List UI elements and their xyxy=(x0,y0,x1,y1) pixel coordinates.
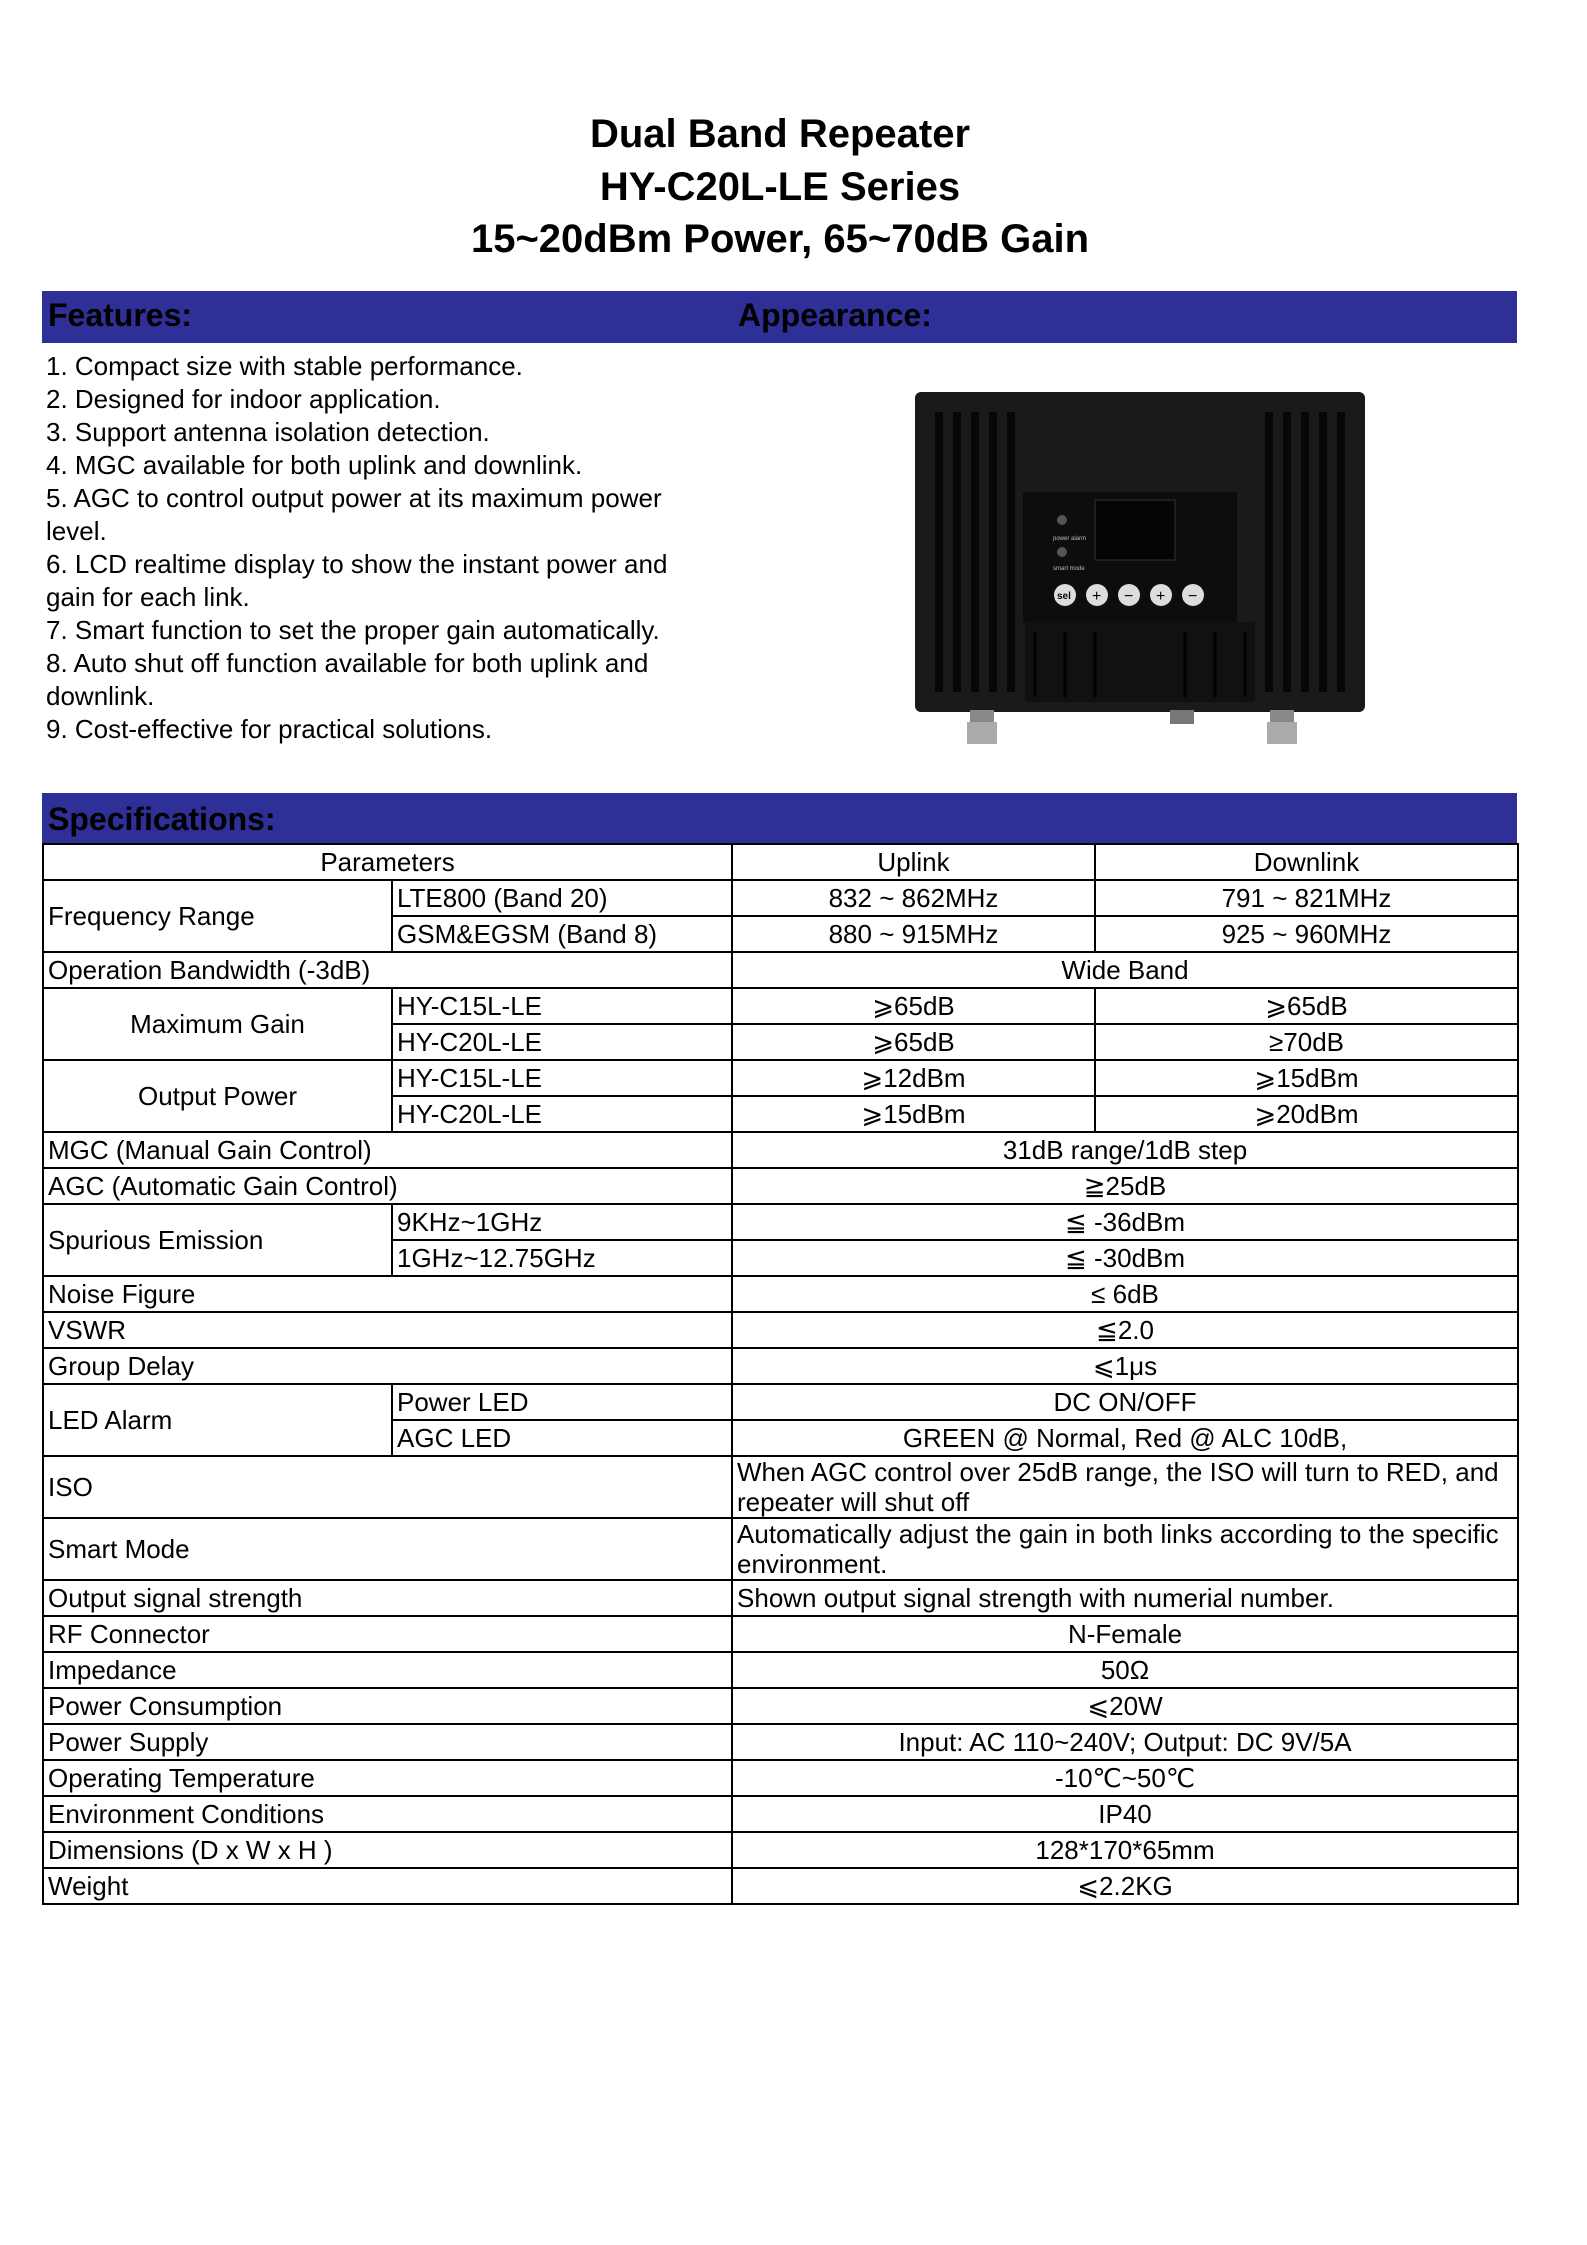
row-label: ISO xyxy=(43,1456,732,1518)
table-row xyxy=(43,1580,1518,1616)
specifications-table xyxy=(42,843,1519,1905)
row-label: Smart Mode xyxy=(43,1518,732,1580)
row-label: RF Connector xyxy=(43,1616,732,1652)
table-row xyxy=(43,988,1518,1024)
row-value: 128*170*65mm xyxy=(732,1832,1518,1868)
row-value: -10℃~50℃ xyxy=(732,1760,1518,1796)
sub-label: HY-C20L-LE xyxy=(392,1096,732,1132)
table-row xyxy=(43,1724,1518,1760)
plus2-label: + xyxy=(1156,588,1166,605)
led1-label: power alarm xyxy=(1053,536,1087,542)
led2-label: smart mode xyxy=(1053,566,1085,572)
features-appearance-bar xyxy=(42,291,1517,343)
table-row xyxy=(43,1168,1518,1204)
row-label: Maximum Gain xyxy=(43,988,392,1060)
sub-label: AGC LED xyxy=(392,1420,732,1456)
minus1-label: − xyxy=(1124,588,1134,605)
downlink-value: ⩾15dBm xyxy=(1095,1060,1518,1096)
uplink-value: 832 ~ 862MHz xyxy=(732,880,1095,916)
plus1-label: + xyxy=(1092,588,1102,605)
table-row xyxy=(43,1276,1518,1312)
feature-item: 6. LCD realtime display to show the instant power and gain for each link. xyxy=(46,549,668,612)
downlink-value: 791 ~ 821MHz xyxy=(1095,880,1518,916)
row-value: Automatically adjust the gain in both links according to the specific environment. xyxy=(732,1518,1518,1580)
row-label: Output signal strength xyxy=(43,1580,732,1616)
appearance-heading: Appearance: xyxy=(738,297,932,333)
table-row xyxy=(43,1796,1518,1832)
header-downlink: Downlink xyxy=(1095,844,1518,880)
table-row xyxy=(43,1060,1518,1096)
row-label: Operation Bandwidth (-3dB) xyxy=(43,952,732,988)
title-line-1: Dual Band Repeater xyxy=(589,112,971,156)
uplink-value: ⩾15dBm xyxy=(732,1096,1095,1132)
table-row xyxy=(43,1760,1518,1796)
row-value: ⩽2.2KG xyxy=(732,1868,1518,1904)
row-label: MGC (Manual Gain Control) xyxy=(43,1132,732,1168)
downlink-value: ≥70dB xyxy=(1095,1024,1518,1060)
row-label: Operating Temperature xyxy=(43,1760,732,1796)
row-value: Input: AC 110~240V; Output: DC 9V/5A xyxy=(732,1724,1518,1760)
table-row xyxy=(43,1688,1518,1724)
feature-item: 8. Auto shut off function available for both uplink and downlink. xyxy=(46,648,649,711)
feature-item: 5. AGC to control output power at its maximum power level. xyxy=(46,483,662,546)
row-label: Frequency Range xyxy=(43,880,392,952)
row-value: N-Female xyxy=(732,1616,1518,1652)
sub-label: LTE800 (Band 20) xyxy=(392,880,732,916)
header-uplink: Uplink xyxy=(732,844,1095,880)
sub-label: 9KHz~1GHz xyxy=(392,1204,732,1240)
title-line-3: 15~20dBm Power, 65~70dB Gain xyxy=(470,217,1090,261)
table-row xyxy=(43,1616,1518,1652)
uplink-value: ⩾65dB xyxy=(732,988,1095,1024)
row-value: Shown output signal strength with numerial number. xyxy=(732,1580,1518,1616)
table-row xyxy=(43,1312,1518,1348)
row-value: DC ON/OFF xyxy=(732,1384,1518,1420)
features-heading: Features: xyxy=(48,297,193,333)
feature-item: 4. MGC available for both uplink and downlink. xyxy=(46,450,583,480)
specifications-heading: Specifications: xyxy=(48,801,276,837)
sub-label: 1GHz~12.75GHz xyxy=(392,1240,732,1276)
table-row xyxy=(43,1832,1518,1868)
table-row xyxy=(43,1652,1518,1688)
connector-icon xyxy=(967,710,1297,744)
specifications-bar xyxy=(42,793,1517,845)
downlink-value: ⩾65dB xyxy=(1095,988,1518,1024)
sub-label: HY-C15L-LE xyxy=(392,1060,732,1096)
row-value: 31dB range/1dB step xyxy=(732,1132,1518,1168)
row-label: Noise Figure xyxy=(43,1276,732,1312)
sub-label: HY-C15L-LE xyxy=(392,988,732,1024)
row-value: When AGC control over 25dB range, the ISO will turn to RED, and repeater will shut off xyxy=(732,1456,1518,1518)
row-label: Environment Conditions xyxy=(43,1796,732,1832)
table-row xyxy=(43,1518,1518,1580)
row-label: Group Delay xyxy=(43,1348,732,1384)
row-value: GREEN @ Normal, Red @ ALC 10dB, xyxy=(732,1420,1518,1456)
feature-item: 7. Smart function to set the proper gain automatically. xyxy=(46,615,660,645)
table-row xyxy=(43,1204,1518,1240)
feature-item: 2. Designed for indoor application. xyxy=(46,384,441,414)
row-label: Dimensions (D x W x H ) xyxy=(43,1832,732,1868)
smart-led-icon xyxy=(1057,547,1067,557)
uplink-value: 880 ~ 915MHz xyxy=(732,916,1095,952)
repeater-device-image xyxy=(915,392,1365,752)
feature-item: 1. Compact size with stable performance. xyxy=(46,351,523,381)
title-line-2: HY-C20L-LE Series xyxy=(599,165,961,209)
downlink-value: 925 ~ 960MHz xyxy=(1095,916,1518,952)
table-row xyxy=(43,880,1518,916)
power-led-icon xyxy=(1057,515,1067,525)
row-label: Impedance xyxy=(43,1652,732,1688)
row-value: ≦ -30dBm xyxy=(732,1240,1518,1276)
row-label: Output Power xyxy=(43,1060,392,1132)
minus2-label: − xyxy=(1188,588,1198,605)
row-label: Spurious Emission xyxy=(43,1204,392,1276)
table-row xyxy=(43,1348,1518,1384)
sub-label: HY-C20L-LE xyxy=(392,1024,732,1060)
table-row xyxy=(43,1868,1518,1904)
row-value: ≤ 6dB xyxy=(732,1276,1518,1312)
sub-label: GSM&EGSM (Band 8) xyxy=(392,916,732,952)
row-label: Power Supply xyxy=(43,1724,732,1760)
row-value: ≧25dB xyxy=(732,1168,1518,1204)
row-label: AGC (Automatic Gain Control) xyxy=(43,1168,732,1204)
row-value: ≦ -36dBm xyxy=(732,1204,1518,1240)
row-label: Weight xyxy=(43,1868,732,1904)
table-row xyxy=(43,952,1518,988)
row-value: Wide Band xyxy=(732,952,1518,988)
feature-item: 9. Cost-effective for practical solutions. xyxy=(46,714,493,744)
row-value: 50Ω xyxy=(732,1652,1518,1688)
row-value: IP40 xyxy=(732,1796,1518,1832)
header-parameters: Parameters xyxy=(43,844,732,880)
uplink-value: ⩾65dB xyxy=(732,1024,1095,1060)
features-list xyxy=(46,350,706,746)
row-label: LED Alarm xyxy=(43,1384,392,1456)
row-value: ⩽1μs xyxy=(732,1348,1518,1384)
row-label: Power Consumption xyxy=(43,1688,732,1724)
table-row xyxy=(43,1456,1518,1518)
table-header-row xyxy=(43,844,1518,880)
feature-item: 3. Support antenna isolation detection. xyxy=(46,417,490,447)
sub-label: Power LED xyxy=(392,1384,732,1420)
table-row xyxy=(43,1132,1518,1168)
row-value: ⩽20W xyxy=(732,1688,1518,1724)
downlink-value: ⩾20dBm xyxy=(1095,1096,1518,1132)
uplink-value: ⩾12dBm xyxy=(732,1060,1095,1096)
table-row xyxy=(43,1384,1518,1420)
row-label: VSWR xyxy=(43,1312,732,1348)
row-value: ≦2.0 xyxy=(732,1312,1518,1348)
sel-label: sel xyxy=(1057,591,1071,602)
